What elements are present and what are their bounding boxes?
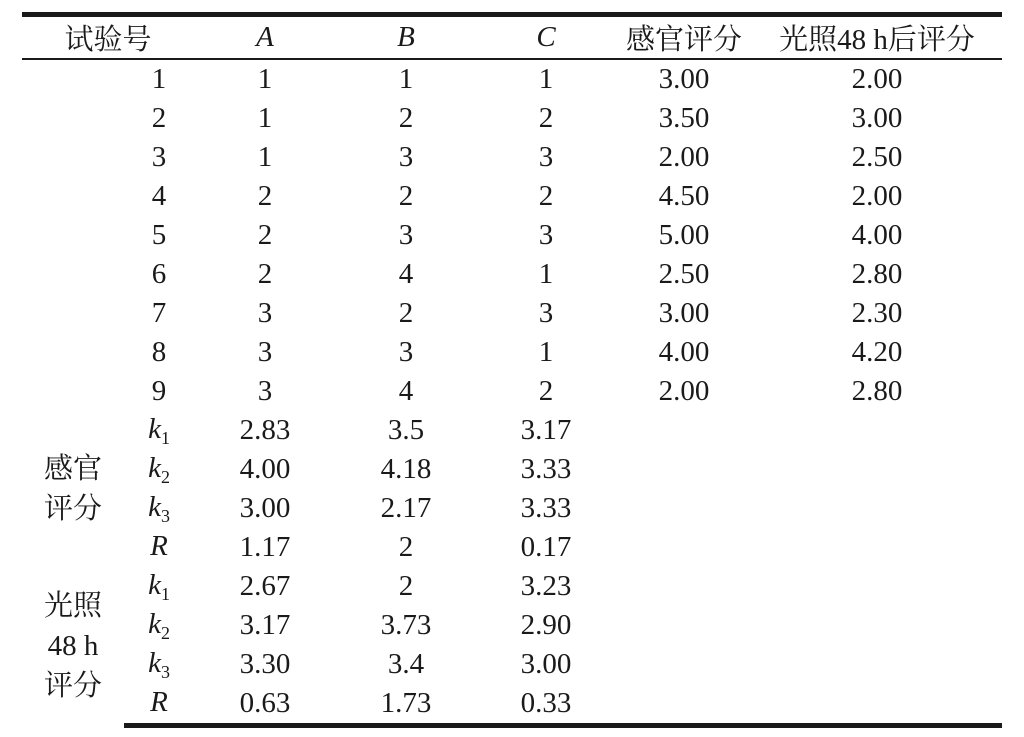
table-row <box>22 99 1002 138</box>
group-label-line: 48 h <box>47 630 99 663</box>
stat-symbol: $k_2$ <box>148 607 170 643</box>
cell-b: 3.5 <box>387 414 425 446</box>
trial-no: 2 <box>151 102 167 134</box>
cell-c: 3 <box>538 141 554 173</box>
cell-c: 2.90 <box>520 609 572 641</box>
cell-c: 3 <box>538 219 554 251</box>
table-row <box>22 177 1002 216</box>
stat-symbol: $k_3$ <box>148 490 170 526</box>
cell-c: 1 <box>538 63 554 95</box>
cell-a: 2 <box>257 219 273 251</box>
cell-b: 4 <box>398 375 414 407</box>
cell-b: 3.73 <box>380 609 432 641</box>
group-label-sensory <box>22 411 124 567</box>
cell-sensory: 3.00 <box>658 63 710 95</box>
cell-sensory: 3.50 <box>658 102 710 134</box>
group-label-line: 评分 <box>43 493 102 525</box>
cell-a: 3.30 <box>239 648 291 680</box>
cell-a: 2.83 <box>239 414 291 446</box>
group-label-light <box>22 567 124 726</box>
header-factor-b: B <box>336 15 476 60</box>
cell-a: 1 <box>257 102 273 134</box>
cell-b: 1 <box>398 63 414 95</box>
stat-row <box>22 684 1002 726</box>
cell-sensory: 2.00 <box>658 141 710 173</box>
cell-a: 4.00 <box>239 453 291 485</box>
stat-symbol: $k_1$ <box>148 412 170 448</box>
cell-c: 3.23 <box>520 570 572 602</box>
cell-sensory: 4.50 <box>658 180 710 212</box>
table-row <box>22 138 1002 177</box>
group-label-line: 光照 <box>43 590 102 623</box>
cell-b: 3 <box>398 336 414 368</box>
table-body <box>22 59 1002 726</box>
cell-a: 2.67 <box>239 570 291 602</box>
header-trial-no: 试验号 <box>22 15 194 60</box>
cell-light: 3.00 <box>851 102 903 134</box>
cell-a: 3 <box>257 297 273 329</box>
cell-b: 2 <box>398 531 414 563</box>
stat-row <box>22 450 1002 489</box>
trial-no: 9 <box>151 375 167 407</box>
table-header <box>22 15 1002 60</box>
cell-a: 3.00 <box>239 492 291 524</box>
cell-b: 2 <box>398 102 414 134</box>
header-sensory-score: 感官评分 <box>616 15 752 60</box>
cell-sensory: 5.00 <box>658 219 710 251</box>
trial-no: 8 <box>151 336 167 368</box>
header-row <box>22 15 1002 60</box>
cell-c: 1 <box>538 258 554 290</box>
trial-no: 4 <box>151 180 167 212</box>
cell-light: 2.50 <box>851 141 903 173</box>
table-row <box>22 216 1002 255</box>
cell-sensory: 2.50 <box>658 258 710 290</box>
cell-c: 3.33 <box>520 492 572 524</box>
cell-c: 0.17 <box>520 531 572 563</box>
cell-a: 2 <box>257 258 273 290</box>
table-row <box>22 255 1002 294</box>
cell-light: 2.80 <box>851 375 903 407</box>
cell-light: 4.20 <box>851 336 903 368</box>
stat-symbol: $k_2$ <box>148 451 170 487</box>
cell-c: 2 <box>538 102 554 134</box>
cell-c: 3.17 <box>520 414 572 446</box>
cell-a: 1 <box>257 141 273 173</box>
trial-no: 6 <box>151 258 167 290</box>
cell-c: 2 <box>538 180 554 212</box>
table-row <box>22 372 1002 411</box>
stat-row <box>22 489 1002 528</box>
cell-sensory: 2.00 <box>658 375 710 407</box>
cell-c: 1 <box>538 336 554 368</box>
cell-sensory: 4.00 <box>658 336 710 368</box>
cell-light: 2.00 <box>851 180 903 212</box>
trial-no: 3 <box>151 141 167 173</box>
cell-c: 0.33 <box>476 684 616 726</box>
cell-b: 2 <box>398 180 414 212</box>
stat-row <box>22 528 1002 567</box>
cell-a: 0.63 <box>194 684 336 726</box>
header-factor-c: C <box>476 15 616 60</box>
cell-light: 2.00 <box>851 63 903 95</box>
stat-symbol: R <box>124 684 194 726</box>
cell-b: 3 <box>398 219 414 251</box>
table-row <box>22 333 1002 372</box>
orthogonal-test-table <box>22 12 1002 728</box>
cell-c: 2 <box>538 375 554 407</box>
cell-light: 2.80 <box>851 258 903 290</box>
cell-c: 3 <box>538 297 554 329</box>
cell-a: 3 <box>257 375 273 407</box>
cell-b: 2 <box>398 570 414 602</box>
stat-row <box>22 567 1002 606</box>
cell-sensory: 3.00 <box>658 297 710 329</box>
cell-a: 3 <box>257 336 273 368</box>
header-factor-a: A <box>194 15 336 60</box>
cell-b: 4 <box>398 258 414 290</box>
stat-row <box>22 411 1002 450</box>
cell-light: 4.00 <box>851 219 903 251</box>
trial-no: 7 <box>151 297 167 329</box>
group-label-line: 感官 <box>43 452 102 485</box>
cell-b: 2 <box>398 297 414 329</box>
trial-no: 5 <box>151 219 167 251</box>
cell-a: 1 <box>257 63 273 95</box>
table-row <box>22 294 1002 333</box>
cell-b: 1.73 <box>336 684 476 726</box>
cell-b: 3.4 <box>387 648 425 680</box>
stat-symbol: R <box>150 529 168 562</box>
cell-a: 3.17 <box>239 609 291 641</box>
stat-symbol: $k_1$ <box>148 568 170 604</box>
cell-b: 4.18 <box>380 453 432 485</box>
cell-a: 1.17 <box>239 531 291 563</box>
table-row <box>22 59 1002 99</box>
group-label-line: 评分 <box>43 670 102 703</box>
stat-row <box>22 645 1002 684</box>
cell-b: 3 <box>398 141 414 173</box>
trial-no: 1 <box>151 63 167 95</box>
cell-light: 2.30 <box>851 297 903 329</box>
stat-row <box>22 606 1002 645</box>
cell-c: 3.00 <box>520 648 572 680</box>
cell-c: 3.33 <box>520 453 572 485</box>
cell-b: 2.17 <box>380 492 432 524</box>
stat-symbol: $k_3$ <box>148 646 170 682</box>
cell-a: 2 <box>257 180 273 212</box>
header-light-score: 光照48 h后评分 <box>752 15 1002 60</box>
